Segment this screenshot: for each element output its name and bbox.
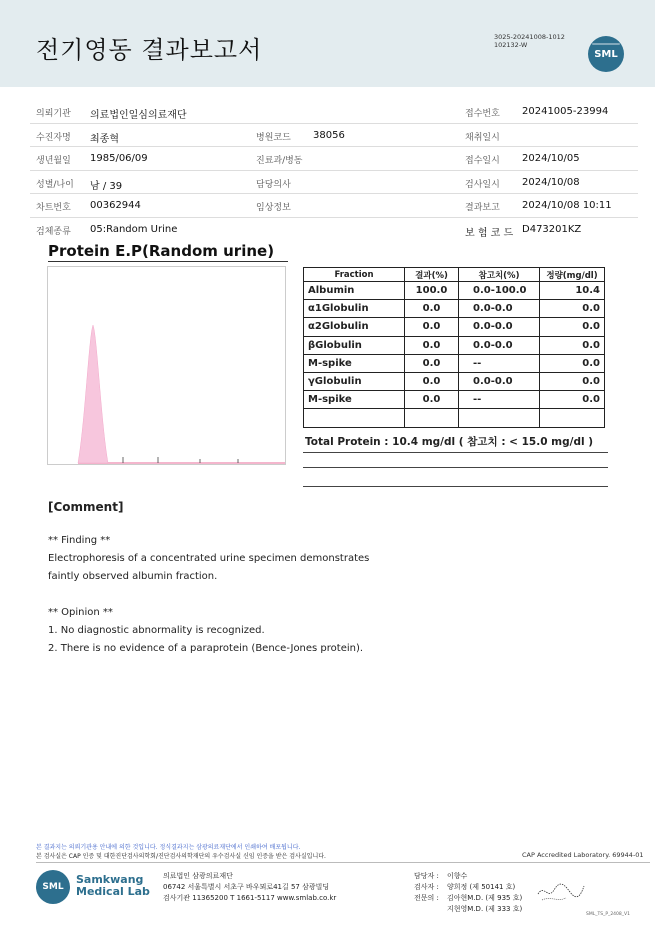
info-value: 00362944 [90,200,141,212]
electropherogram [47,266,286,465]
sml-logo: SML [588,36,624,72]
quantity-cell: 0.0 [540,318,605,336]
quantity-cell: 0.0 [540,300,605,318]
reference-cell: 0.0-100.0 [459,282,540,300]
info-label: 병원코드 [256,132,291,143]
document-id: SML_TS_P_2408_V1 [586,912,630,917]
quantity-cell: 0.0 [540,354,605,372]
info-label: 보 험 코 드 [465,227,514,239]
result-cell: 0.0 [405,300,459,318]
finding-heading: ** Finding ** [48,535,111,546]
staff-role: 검사자 : [414,883,439,891]
albumin-peak [78,325,108,463]
reference-cell: -- [459,391,540,409]
info-label: 의뢰기관 [36,109,71,119]
cap-accreditation: CAP Accredited Laboratory. 69944-01 [522,851,644,859]
fraction-cell: M-spike [304,354,405,372]
result-cell: 0.0 [405,391,459,409]
staff-role: 담당자 : [414,872,439,880]
total-protein: Total Protein : 10.4 mg/dl ( 참고치 : < 15.0 mg/dl ) [305,436,594,448]
header-quantity: 정량(mg/dl) [540,268,605,282]
info-label: 결과보고 [465,203,500,214]
header-fraction: Fraction [304,268,405,282]
info-label: 차트번호 [36,203,71,214]
fraction-cell: Albumin [304,282,405,300]
footer-brand [76,874,150,898]
reference-cell: 0.0-0.0 [459,372,540,390]
table-row [304,318,605,336]
quantity-cell: 0.0 [540,336,605,354]
info-label: 진료과/병동 [256,156,303,167]
fraction-cell: α2Globulin [304,318,405,336]
brand-line: Medical Lab [76,885,150,898]
info-row [30,147,638,171]
fraction-table [303,267,605,428]
footer-notice: 본 결과지는 의뢰기관용 안내에 의한 것입니다. 정식결과지는 삼광의료재단에서 인쇄하여 배포됩니다. [36,844,301,851]
quantity-cell: 10.4 [540,282,605,300]
info-value: 2024/10/05 [522,153,580,165]
info-row [30,218,638,242]
divider [303,486,608,487]
info-value: 2024/10/08 10:11 [522,200,612,212]
staff-name: 지현영M.D. (제 333 호) [447,905,523,913]
table-row [304,336,605,354]
fraction-cell [304,409,405,427]
footer-notice: 본 검사실은 CAP 인증 및 대한진단검사의학회/진단검사의학재단의 우수검사실 신임 인증을 받은 검사실입니다. [36,853,326,860]
info-value: 20241005-23994 [522,106,609,117]
footer-sml-logo: SML [36,870,70,904]
address-line: 의료법인 삼광의료재단 [163,872,233,880]
table-row [304,391,605,409]
staff-row [414,882,522,893]
staff-role: 전문의 : [414,894,439,902]
fraction-cell: βGlobulin [304,336,405,354]
info-label: 생년월일 [36,156,71,167]
info-row [30,124,638,148]
header-result: 결과(%) [405,268,459,282]
info-label: 접수번호 [465,109,500,119]
info-label: 접수일시 [465,156,500,167]
patient-info-table [30,100,638,242]
address-line: 06742 서울특별시 서초구 바우뫼로41길 57 삼광빌딩 [163,883,330,891]
staff-name: 김아현M.D. (제 935 호) [447,894,523,902]
info-value: 의료법인일심의료재단 [90,110,187,121]
comment-title: [Comment] [48,500,124,514]
table-row [304,409,605,427]
staff-row [414,871,522,882]
address-line: 검사기관 11365200 T 1661-5117 www.smlab.co.kr [163,894,337,902]
document-code [494,33,565,49]
opinion-text: 2. There is no evidence of a paraprotein (Bence-Jones protein). [48,643,364,654]
document-code-line1: 3025-20241008-1012 [494,33,565,41]
info-label: 채취일시 [465,132,500,143]
info-value: D473201KZ [522,223,582,235]
opinion-text: 1. No diagnostic abnormality is recognized. [48,625,265,636]
info-row [30,194,638,218]
result-cell: 0.0 [405,318,459,336]
info-value: 남 / 39 [90,180,123,192]
finding-text: faintly observed albumin fraction. [48,571,218,582]
signature-mark [536,880,586,904]
staff-row [414,893,522,904]
info-label: 검사일시 [465,179,500,190]
info-value: 05:Random Urine [90,223,178,235]
page-title: 전기영동 결과보고서 [36,36,263,64]
reference-cell: 0.0-0.0 [459,300,540,318]
info-value: 38056 [313,129,345,141]
header-reference: 참고치(%) [459,268,540,282]
info-label: 수진자명 [36,132,71,143]
result-cell: 0.0 [405,354,459,372]
brand-line: Samkwang [76,873,144,886]
fraction-cell: α1Globulin [304,300,405,318]
quantity-cell: 0.0 [540,372,605,390]
staff-row [414,904,522,915]
info-value: 최종혁 [90,133,119,145]
divider [303,467,608,468]
section-title: Protein E.P(Random urine) [48,242,288,262]
table-row [304,354,605,372]
table-row [304,282,605,300]
result-cell: 0.0 [405,336,459,354]
finding-text: Electrophoresis of a concentrated urine specimen demonstrates [48,553,370,564]
electropherogram-plot [48,267,285,464]
staff-name: 이향수 [447,872,468,880]
result-cell: 0.0 [405,372,459,390]
document-code-line2: 102132-W [494,41,528,49]
quantity-cell [540,409,605,427]
info-label: 성별/나이 [36,179,74,190]
info-row [30,100,638,124]
quantity-cell: 0.0 [540,391,605,409]
divider [303,452,608,453]
opinion-heading: ** Opinion ** [48,607,113,618]
info-row [30,171,638,195]
reference-cell [459,409,540,427]
footer-address [163,871,336,904]
result-cell [405,409,459,427]
fraction-cell: γGlobulin [304,372,405,390]
table-header-row [304,268,605,282]
staff-name: 양희정 (제 50141 호) [447,883,516,891]
info-value: 1985/06/09 [90,153,148,165]
info-label: 담당의사 [256,179,291,190]
table-row [304,372,605,390]
info-label: 임상정보 [256,203,291,214]
table-row [304,300,605,318]
reference-cell: 0.0-0.0 [459,318,540,336]
fraction-cell: M-spike [304,391,405,409]
info-value: 2024/10/08 [522,176,580,188]
result-cell: 100.0 [405,282,459,300]
footer-staff [414,871,522,915]
reference-cell: 0.0-0.0 [459,336,540,354]
reference-cell: -- [459,354,540,372]
footer-divider [36,862,650,863]
info-label: 검체종류 [36,226,71,237]
